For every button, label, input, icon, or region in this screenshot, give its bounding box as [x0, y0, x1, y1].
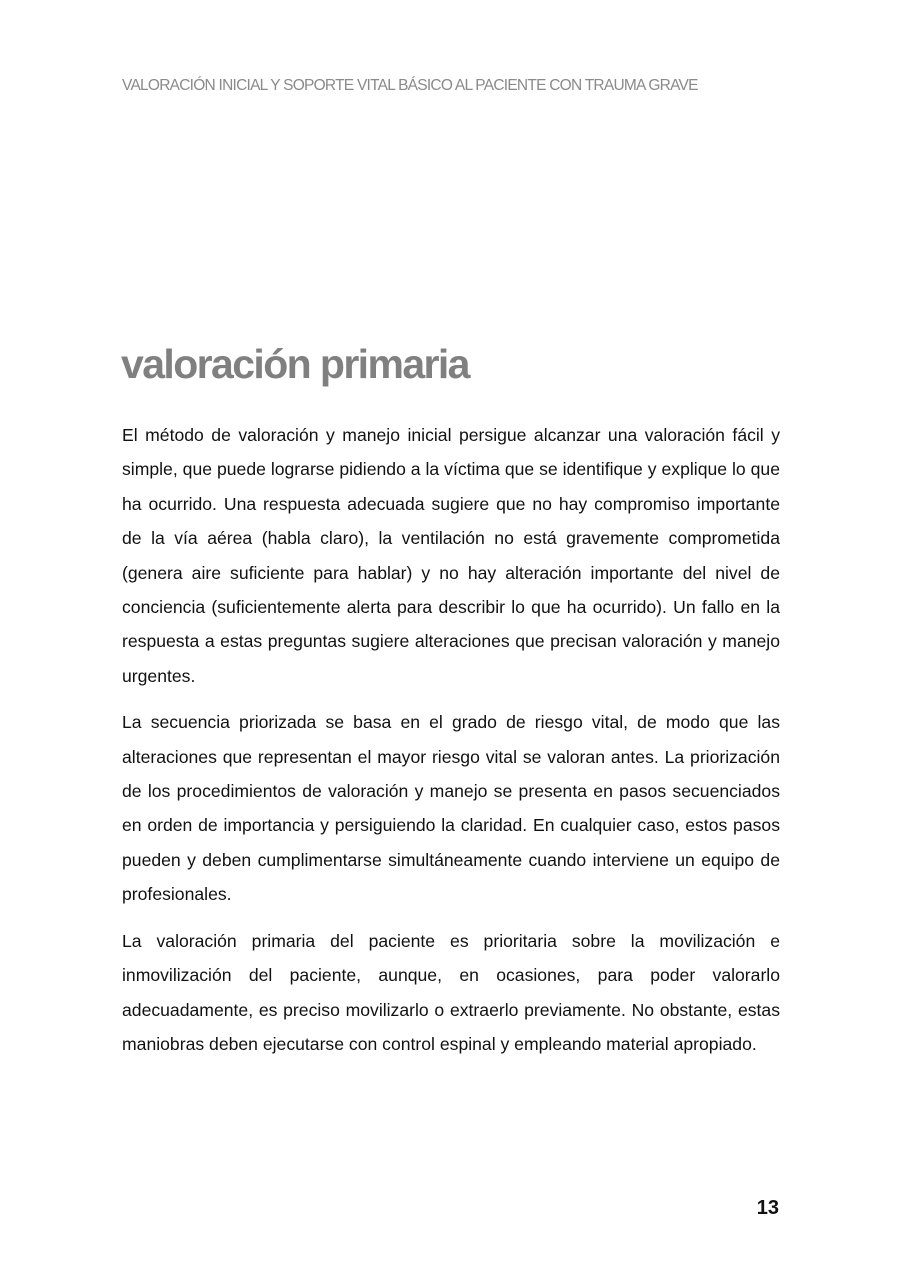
- page-number: 13: [756, 1197, 779, 1219]
- section-title: valoración primaria: [121, 341, 469, 387]
- paragraph-3: La valoración primaria del paciente es prioritaria sobre la movilización e inmovilización del paciente, aunque, en ocasiones, para poder valorarlo adecuadamente, es preciso movilizarlo o extraerlo previamente. No obstante, estas maniobras deben ejecutarse con control espinal y empleando material apropiado.: [122, 930, 780, 1054]
- paragraph-1: El método de valoración y manejo inicial persigue alcanzar una valoración fácil y simple, que puede lograrse pidiendo a la víctima que se identifique y explique lo que ha ocurrido. Una respuesta adecuada sugiere que no hay compromiso importante de la vía aérea (habla claro), la ventilación no está gravemente comprometida (genera aire suficiente para hablar) y no hay alteración importante del nivel de conciencia (suficientemente alerta para describir lo que ha ocurrido). Un fallo en la respuesta a estas preguntas sugiere alteraciones que precisan valoración y manejo urgentes.: [122, 425, 780, 686]
- paragraph-2: La secuencia priorizada se basa en el grado de riesgo vital, de modo que las alteraciones que representan el mayor riesgo vital se valoran antes. La priorización de los procedimientos de valoración y manejo se presenta en pasos secuenciados en orden de importancia y persiguiendo la claridad. En cualquier caso, estos pasos pueden y deben cumplimentarse simultáneamente cuando interviene un equipo de profesionales.: [122, 712, 780, 905]
- running-header: VALORACIÓN INICIAL Y SOPORTE VITAL BÁSICO AL PACIENTE CON TRAUMA GRAVE: [122, 77, 698, 94]
- body-text: [122, 418, 780, 1073]
